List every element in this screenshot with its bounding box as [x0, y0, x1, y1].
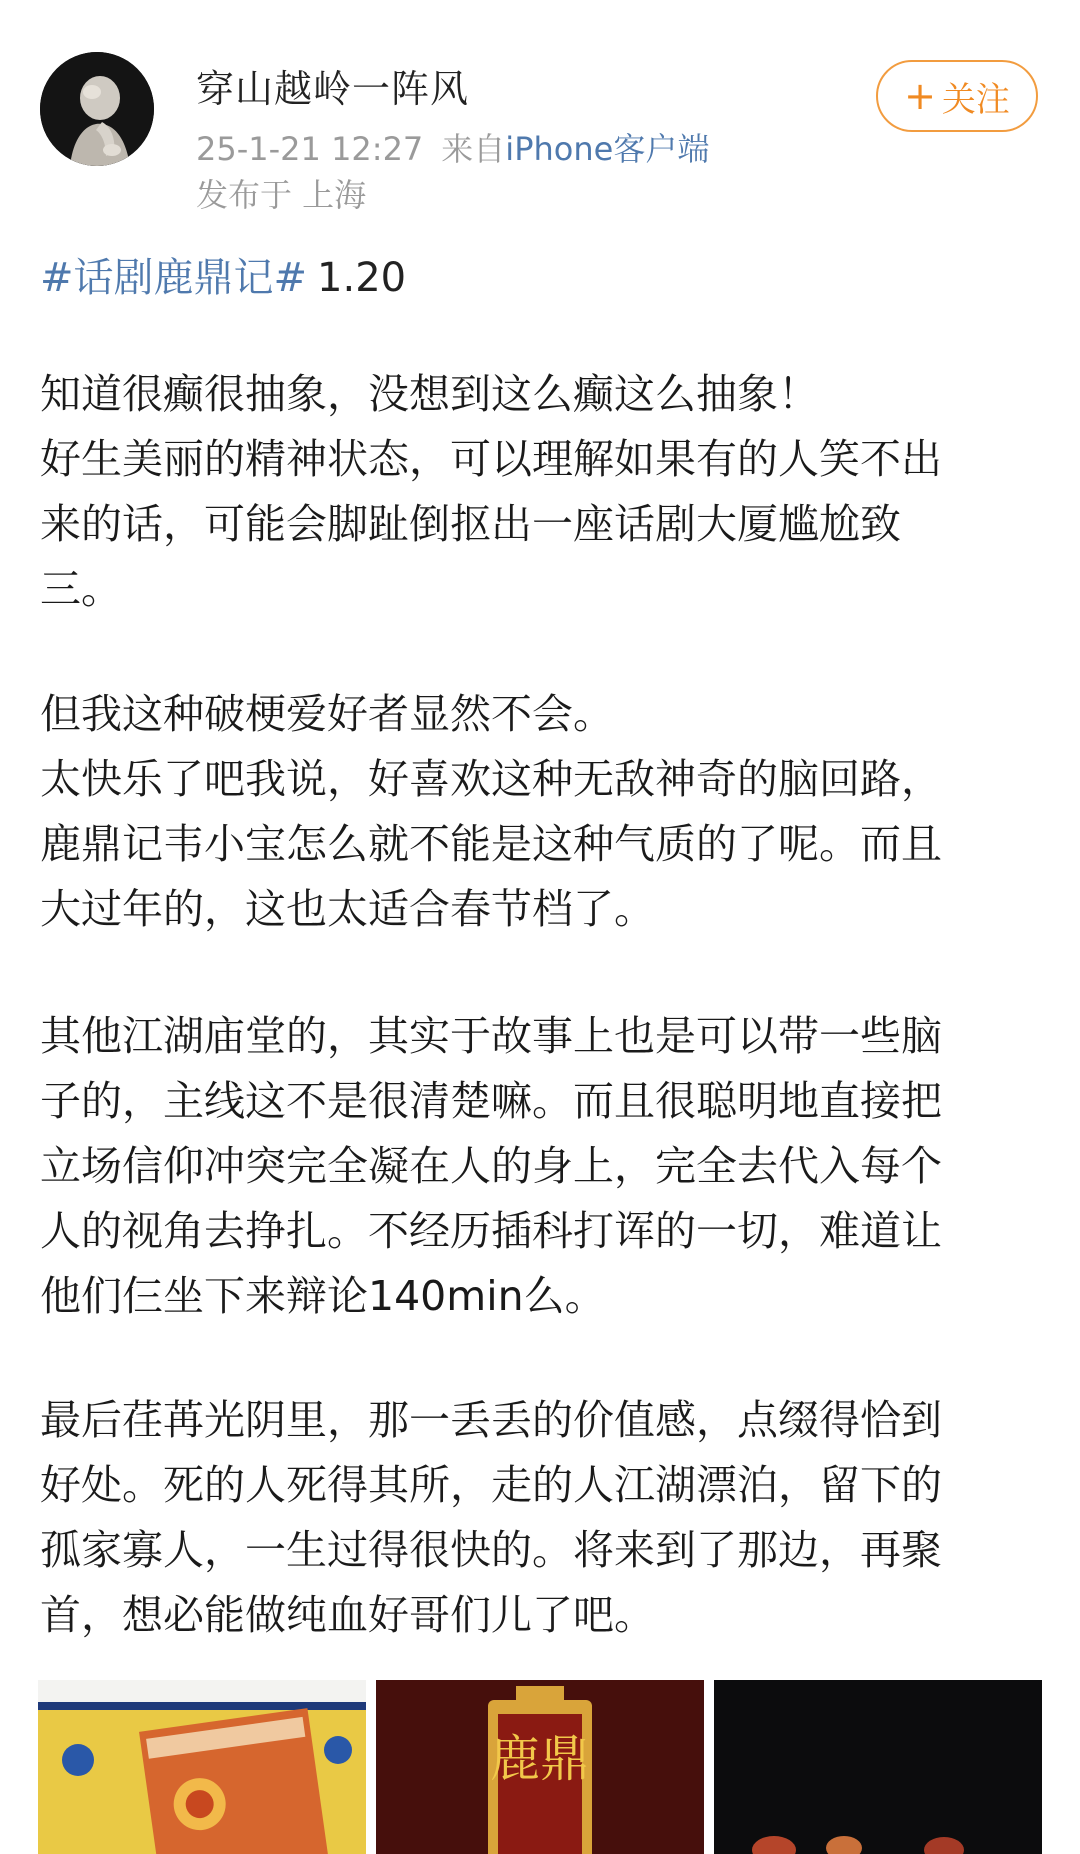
image-thumbnail-ticket[interactable]: [38, 1680, 366, 1854]
text-line: 三。: [40, 565, 122, 613]
post-time: 25-1-21 12:27: [196, 130, 424, 168]
text-line: 孤家寡人，一生过得很快的。将来到了那边，再聚: [40, 1526, 942, 1574]
source-client-link[interactable]: iPhone客户端: [505, 130, 710, 168]
text-line: 他们仨坐下来辩论140min么。: [40, 1272, 606, 1320]
plus-icon: +: [904, 74, 936, 118]
text-line: 但我这种破梗爱好者显然不会。: [40, 690, 614, 738]
username[interactable]: 穿山越岭一阵风: [196, 67, 470, 111]
source-prefix: 来自: [441, 130, 506, 168]
hashtag-line: [40, 246, 406, 303]
follow-button[interactable]: [876, 60, 1038, 132]
stage-performance-photo-icon: [714, 1680, 1042, 1854]
text-line: 立场信仰冲突完全凝在人的身上，完全去代入每个: [40, 1142, 942, 1190]
post-paragraph: [40, 1388, 1040, 1648]
text-line: 好处。死的人死得其所，走的人江湖漂泊，留下的: [40, 1461, 942, 1509]
text-line: 子的，主线这不是很清楚嘛。而且很聪明地直接把: [40, 1077, 942, 1125]
avatar[interactable]: [40, 52, 154, 166]
text-line: 来的话，可能会脚趾倒抠出一座话剧大厦尴尬致: [40, 500, 901, 548]
text-line: 其他江湖庙堂的，其实于故事上也是可以带一些脑: [40, 1012, 942, 1060]
post-meta: [196, 124, 709, 170]
stage-sign-photo-icon: [376, 1680, 704, 1854]
text-line: 大过年的，这也太适合春节档了。: [40, 885, 655, 933]
post-paragraph: [40, 682, 1040, 942]
follow-label: 关注: [941, 79, 1010, 120]
text-line: 首，想必能做纯血好哥们儿了吧。: [40, 1591, 655, 1639]
post-location: 发布于 上海: [196, 176, 367, 214]
text-line: 人的视角去挣扎。不经历插科打诨的一切，难道让: [40, 1207, 942, 1255]
image-thumbnail-stage[interactable]: [714, 1680, 1042, 1854]
avatar-figure-icon: [40, 52, 154, 166]
post-paragraph: [40, 1004, 1040, 1329]
sign-text: 鹿鼎: [490, 1730, 590, 1788]
post-paragraph: [40, 362, 1040, 622]
text-line: 好生美丽的精神状态，可以理解如果有的人笑不出: [40, 435, 942, 483]
hashtag-link[interactable]: #话剧鹿鼎记#: [40, 255, 308, 301]
image-grid: [38, 1680, 1042, 1854]
text-line: 太快乐了吧我说，好喜欢这种无敌神奇的脑回路，: [40, 755, 942, 803]
hashtag-suffix: 1.20: [317, 255, 407, 301]
text-line: 知道很癫很抽象，没想到这么癫这么抽象！: [40, 370, 819, 418]
post-header: [0, 0, 1080, 230]
image-thumbnail-stage-sign[interactable]: [376, 1680, 704, 1854]
text-line: 鹿鼎记韦小宝怎么就不能是这种气质的了呢。而且: [40, 820, 942, 868]
text-line: 最后荏苒光阴里，那一丢丢的价值感，点缀得恰到: [40, 1396, 942, 1444]
ticket-photo-icon: [38, 1680, 366, 1854]
